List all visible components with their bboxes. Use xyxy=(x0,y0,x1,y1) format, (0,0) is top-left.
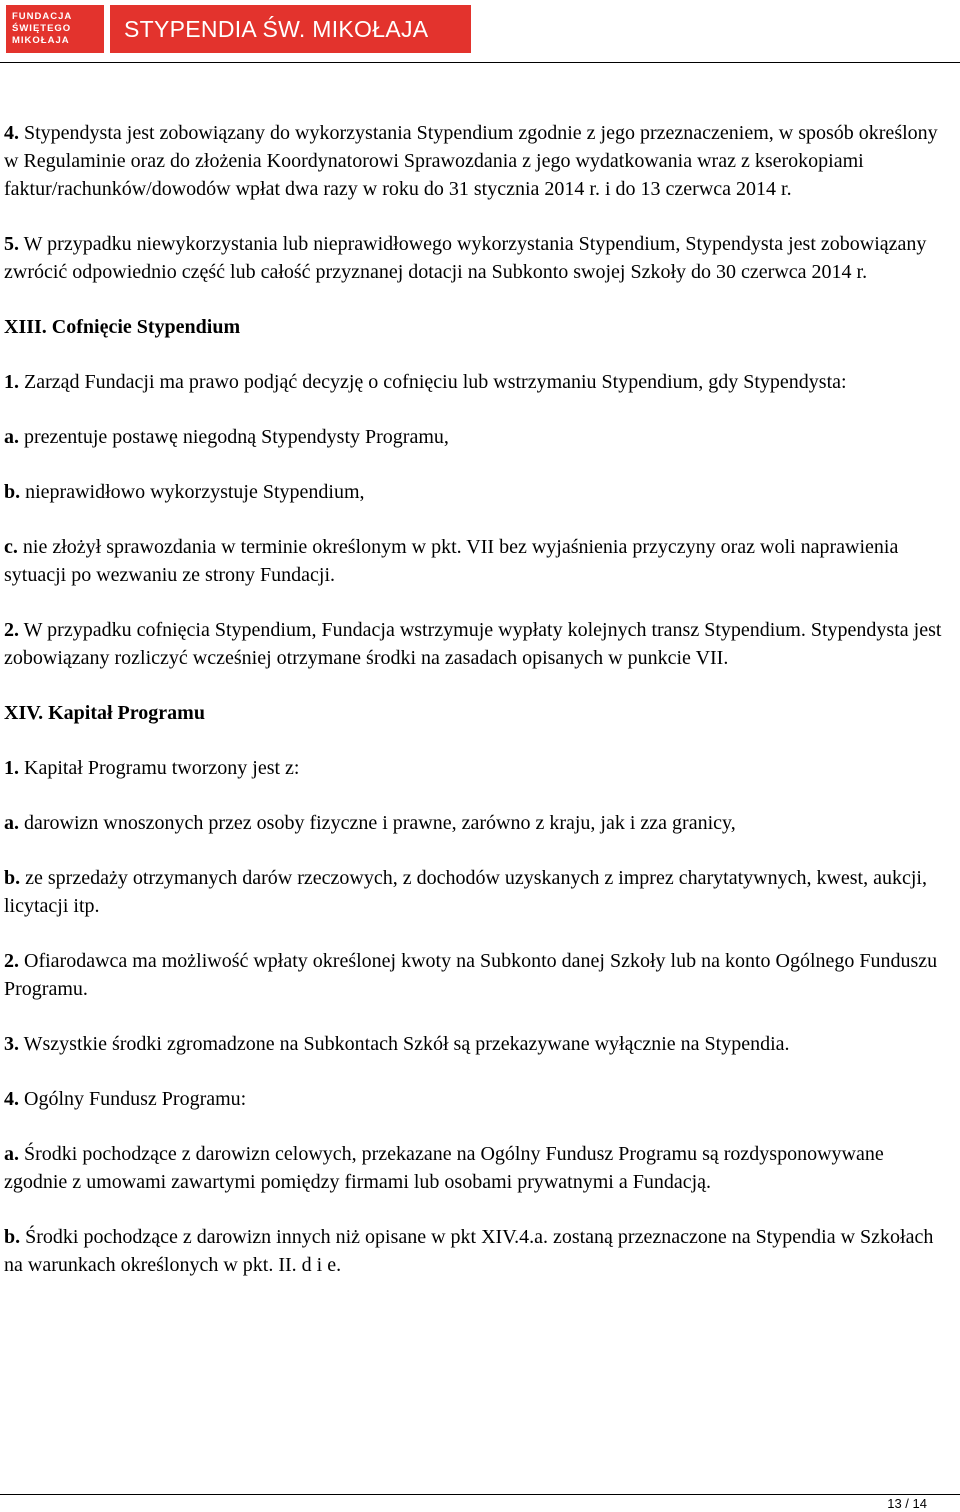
paragraph-number: a. xyxy=(4,426,19,448)
paragraph-text: Stypendysta jest zobowiązany do wykorzystania Stypendium zgodnie z jego przeznaczeniem, w sposób określony w Regulaminie oraz do złożenia Koordynatorowi Sprawozdania z jego wydatkowania wraz z kserokopiami faktur/rachunków/dowodów wpłat dwa razy w roku do 31 stycznia 2014 r. i do 13 czerwca 2014 r. xyxy=(4,122,938,200)
section-heading: XIV. Kapitał Programu xyxy=(4,702,205,724)
paragraph-number: 2. xyxy=(4,619,19,641)
logo-line-3: MIKOŁAJA xyxy=(12,35,70,46)
paragraph-number: 4. xyxy=(4,122,19,144)
paragraph-number: 1. xyxy=(4,371,19,393)
paragraph xyxy=(4,809,949,837)
document-body xyxy=(4,119,949,1306)
paragraph xyxy=(4,947,949,1003)
paragraph-text: W przypadku niewykorzystania lub nieprawidłowego wykorzystania Stypendium, Stypendysta jest zobowiązany zwrócić odpowiednio część lub całość przyznanej dotacji na Subkonto swojej Szkoły do 30 czerwca 2014 r. xyxy=(4,233,927,283)
page-header xyxy=(6,5,471,53)
paragraph-text: Ofiarodawca ma możliwość wpłaty określonej kwoty na Subkonto danej Szkoły lub na konto Ogólnego Funduszu Programu. xyxy=(4,950,938,1000)
paragraph xyxy=(4,1085,949,1113)
paragraph-text: ze sprzedaży otrzymanych darów rzeczowych, z dochodów uzyskanych z imprez charytatywnych, kwest, aukcji, licytacji itp. xyxy=(4,867,927,917)
paragraph xyxy=(4,368,949,396)
paragraph-number: a. xyxy=(4,812,19,834)
logo-line-1: FUNDACJA xyxy=(12,11,73,22)
paragraph-number: b. xyxy=(4,867,21,889)
paragraph xyxy=(4,754,949,782)
paragraph-number: c. xyxy=(4,536,18,558)
paragraph-text: nieprawidłowo wykorzystuje Stypendium, xyxy=(20,481,365,503)
paragraph-text: Ogólny Fundusz Programu: xyxy=(19,1088,247,1110)
paragraph xyxy=(4,1140,949,1196)
paragraph-number: 3. xyxy=(4,1033,19,1055)
foundation-logo xyxy=(6,5,104,53)
logo-line-2: ŚWIĘTEGO xyxy=(12,23,72,34)
paragraph-text: Kapitał Programu tworzony jest z: xyxy=(19,757,300,779)
paragraph-text: W przypadku cofnięcia Stypendium, Fundacja wstrzymuje wypłaty kolejnych transz Stypendium. Stypendysta jest zobowiązany rozliczyć wcześniej otrzymane środki na zasadach opisanych w punkcie VII. xyxy=(4,619,942,669)
paragraph-text: Środki pochodzące z darowizn celowych, przekazane na Ogólny Fundusz Programu są rozdysponowywane zgodnie z umowami zawartymi pomiędzy firmami lub osobami prywatnymi a Fundacją. xyxy=(4,1143,884,1193)
paragraph xyxy=(4,864,949,920)
section-heading: XIII. Cofnięcie Stypendium xyxy=(4,316,241,338)
paragraph xyxy=(4,616,949,672)
paragraph-text: Wszystkie środki zgromadzone na Subkontach Szkół są przekazywane wyłącznie na Stypendia. xyxy=(19,1033,790,1055)
paragraph xyxy=(4,1223,949,1279)
paragraph-number: 2. xyxy=(4,950,19,972)
header-divider xyxy=(0,62,960,63)
paragraph-text: Zarząd Fundacji ma prawo podjąć decyzję o cofnięciu lub wstrzymaniu Stypendium, gdy Stypendysta: xyxy=(19,371,847,393)
paragraph-number: 4. xyxy=(4,1088,19,1110)
footer-divider xyxy=(0,1494,960,1495)
paragraph-text: nie złożył sprawozdania w terminie określonym w pkt. VII bez wyjaśnienia przyczyny oraz woli naprawienia sytuacji po wezwaniu ze strony Fundacji. xyxy=(4,536,899,586)
program-title: STYPENDIA ŚW. MIKOŁAJA xyxy=(110,5,471,53)
paragraph-text: Środki pochodzące z darowizn innych niż opisane w pkt XIV.4.a. zostaną przeznaczone na Stypendia w Szkołach na warunkach określonych w pkt. II. d i e. xyxy=(4,1226,934,1276)
paragraph xyxy=(4,119,949,203)
paragraph-number: b. xyxy=(4,1226,21,1248)
page-number: 13 / 14 xyxy=(887,1496,927,1511)
paragraph-number: 5. xyxy=(4,233,19,255)
paragraph xyxy=(4,230,949,286)
paragraph-text: darowizn wnoszonych przez osoby fizyczne i prawne, zarówno z kraju, jak i zza granicy, xyxy=(19,812,736,834)
paragraph-number: a. xyxy=(4,1143,19,1165)
paragraph-number: b. xyxy=(4,481,21,503)
paragraph-number: 1. xyxy=(4,757,19,779)
paragraph-text: prezentuje postawę niegodną Stypendysty Programu, xyxy=(19,426,449,448)
paragraph xyxy=(4,533,949,589)
paragraph xyxy=(4,423,949,451)
paragraph xyxy=(4,478,949,506)
paragraph xyxy=(4,1030,949,1058)
